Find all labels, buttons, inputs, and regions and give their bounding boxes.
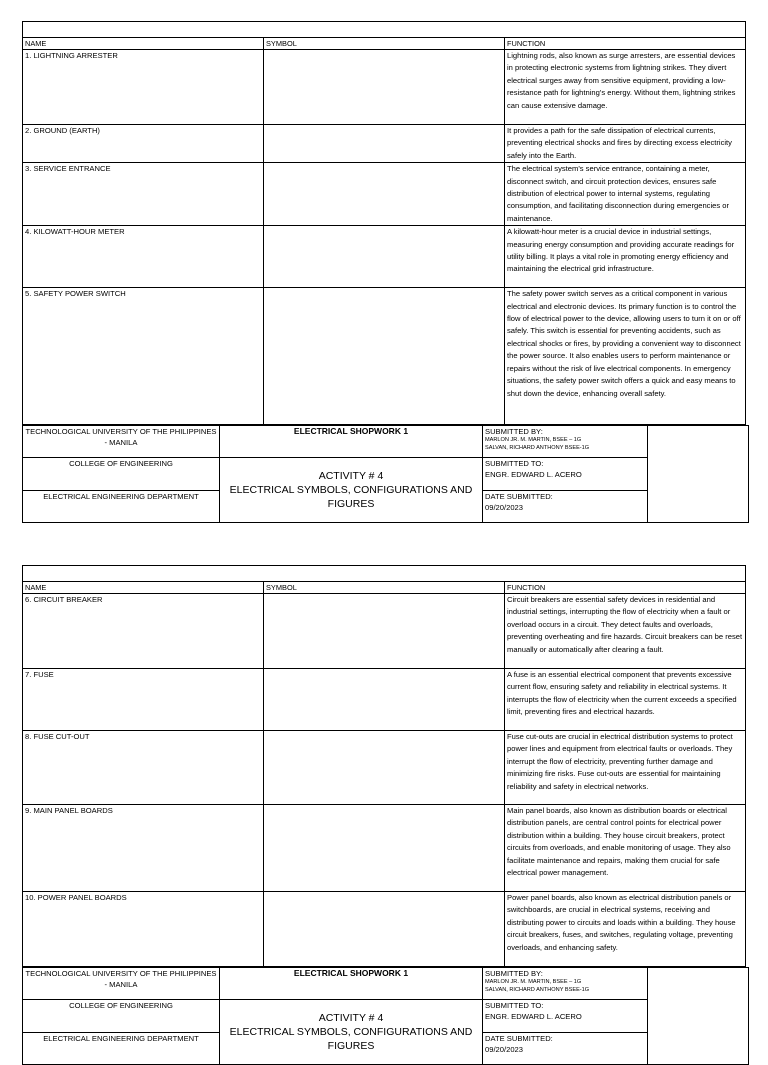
row-function: It provides a path for the safe dissipation of electrical currents, preventing electrical shocks and fires by directing excess electricity safely into the Earth. xyxy=(505,125,746,163)
department-name: ELECTRICAL ENGINEERING DEPARTMENT xyxy=(23,1033,220,1065)
header-name: NAME xyxy=(23,38,264,50)
submitted-to-cell xyxy=(483,1000,648,1033)
submitted-to-label: SUBMITTED TO: xyxy=(485,1001,544,1010)
row-function: A fuse is an essential electrical component that prevents excessive current flow, ensuring safety and reliability in electrical systems. It interrupts the flow of electricity when the current exceeds a specified limit, preventing fires and electrical hazards. xyxy=(505,669,746,731)
table-top-blank xyxy=(23,566,746,582)
submitted-by-name-1: MARLON JR. M. MARTIN, BSEE – 1G xyxy=(485,979,582,985)
row-function: Lightning rods, also known as surge arresters, are essential devices in protecting electronic systems from lightning strikes. They divert electrical surges away from sensitive equipment, providing a low-resistance path for lightning's energy. Without them, lightning strikes can cause extensive damage. xyxy=(505,50,746,125)
submitted-by-label: SUBMITTED BY: xyxy=(485,427,543,437)
submitted-by-name-2: SALVAN, RICHARD ANTHONY BSEE-1G xyxy=(485,444,590,451)
row-symbol xyxy=(264,805,505,892)
row-name: 5. SAFETY POWER SWITCH xyxy=(23,288,264,425)
row-function: The electrical system's service entrance, containing a meter, disconnect switch, and circuit protection devices, ensures safe distribution of electrical power to internal systems, regulating consumption, and facilitating disconnection during emergencies or maintenance. xyxy=(505,163,746,226)
signature-cell xyxy=(648,426,749,523)
submitted-to-name: ENGR. EDWARD L. ACERO xyxy=(485,1012,582,1021)
submitted-by-name-1: MARLON JR. M. MARTIN, BSEE – 1G xyxy=(485,437,582,444)
row-symbol xyxy=(264,50,505,125)
row-symbol xyxy=(264,669,505,731)
date-value: 09/20/2023 xyxy=(485,1045,524,1054)
activity-sheet-1 xyxy=(22,21,746,523)
row-name: 6. CIRCUIT BREAKER xyxy=(23,594,264,669)
row-function: Circuit breakers are essential safety devices in residential and industrial settings, interrupting the flow of electricity when a fault or overload occurs in a circuit. They detect faults and overloads, preventing overheating and fire hazards. Circuit breakers can be reset manually or automatically after clearing a fault. xyxy=(505,594,746,669)
college-name: COLLEGE OF ENGINEERING xyxy=(23,458,220,491)
table-top-blank xyxy=(23,22,746,38)
submitted-to-name: ENGR. EDWARD L. ACERO xyxy=(485,470,582,480)
activity-title: ELECTRICAL SYMBOLS, CONFIGURATIONS AND FIGURES xyxy=(229,1026,473,1052)
row-name: 10. POWER PANEL BOARDS xyxy=(23,892,264,967)
row-symbol xyxy=(264,226,505,288)
table-row xyxy=(23,288,746,425)
submitted-by-label: SUBMITTED BY: xyxy=(485,969,543,978)
activity-number: ACTIVITY # 4 xyxy=(318,470,384,483)
course-label: ELECTRICAL SHOPWORK 1 xyxy=(293,968,409,978)
date-cell xyxy=(483,491,648,523)
header-function: FUNCTION xyxy=(505,582,746,594)
table-row xyxy=(23,125,746,163)
submitted-by-cell xyxy=(483,968,648,1000)
row-symbol xyxy=(264,163,505,226)
activity-cell xyxy=(220,458,483,523)
table-row xyxy=(23,163,746,226)
university-name: TECHNOLOGICAL UNIVERSITY OF THE PHILIPPINES - MANILA xyxy=(23,426,220,458)
table-row xyxy=(23,594,746,669)
header-symbol: SYMBOL xyxy=(264,582,505,594)
row-symbol xyxy=(264,594,505,669)
submitted-to-cell xyxy=(483,458,648,491)
row-function: Fuse cut-outs are crucial in electrical distribution systems to protect power lines and equipment from electrical faults or overloads. They interrupt the flow of electricity, preventing further damage and minimizing fire risks. Fuse cut-outs are essential for maintaining reliability and safety in electrical networks. xyxy=(505,731,746,805)
row-name: 1. LIGHTNING ARRESTER xyxy=(23,50,264,125)
row-name: 8. FUSE CUT-OUT xyxy=(23,731,264,805)
activity-title: ELECTRICAL SYMBOLS, CONFIGURATIONS AND FIGURES xyxy=(229,484,473,511)
table-row xyxy=(23,892,746,967)
row-function: Power panel boards, also known as electrical distribution panels or switchboards, are crucial in electrical systems, receiving and distributing power to circuits and loads within a building. They house circuit breakers, fuses, and switches, regulating voltage, preventing overloads, and enhancing safety. xyxy=(505,892,746,967)
row-function: The safety power switch serves as a critical component in various electrical and electronic devices. Its primary function is to control the flow of electrical power to the device, allowing users to turn it on or off safely. This switch is essential for preventing accidents, such as electrical shocks or fires, by providing a convenient way to disconnect the power source. It also enables users to perform maintenance or repairs without the risk of live electrical components. In emergency situations, the safety power switch offers a quick and easy means to shut down the device, enhancing overall safety. xyxy=(505,288,746,425)
date-label: DATE SUBMITTED: xyxy=(485,1034,553,1043)
header-name: NAME xyxy=(23,582,264,594)
row-symbol xyxy=(264,731,505,805)
title-block xyxy=(22,967,749,1065)
college-name: COLLEGE OF ENGINEERING xyxy=(23,1000,220,1033)
course-label: ELECTRICAL SHOPWORK 1 xyxy=(293,426,409,437)
submitted-by-name-2: SALVAN, RICHARD ANTHONY BSEE-1G xyxy=(485,986,590,993)
date-label: DATE SUBMITTED: xyxy=(485,492,553,502)
submitted-to-label: SUBMITTED TO: xyxy=(485,459,544,469)
row-function: A kilowatt-hour meter is a crucial device in industrial settings, measuring energy consumption and providing accurate readings for utility billing. It plays a vital role in promoting energy efficiency and maintaining the electrical grid infrastructure. xyxy=(505,226,746,288)
signature-cell xyxy=(648,968,749,1065)
table-row xyxy=(23,805,746,892)
row-name: 4. KILOWATT-HOUR METER xyxy=(23,226,264,288)
table-row xyxy=(23,731,746,805)
row-name: 9. MAIN PANEL BOARDS xyxy=(23,805,264,892)
activity-cell xyxy=(220,1000,483,1065)
table-row xyxy=(23,226,746,288)
table-header-row xyxy=(23,582,746,594)
row-symbol xyxy=(264,125,505,163)
symbols-table xyxy=(22,21,746,425)
activity-number: ACTIVITY # 4 xyxy=(318,1012,384,1024)
title-block xyxy=(22,425,749,523)
table-header-row xyxy=(23,38,746,50)
submitted-by-cell xyxy=(483,426,648,458)
symbols-table xyxy=(22,565,746,967)
header-symbol: SYMBOL xyxy=(264,38,505,50)
row-symbol xyxy=(264,288,505,425)
course-title xyxy=(220,426,483,458)
header-function: FUNCTION xyxy=(505,38,746,50)
date-cell xyxy=(483,1033,648,1065)
activity-sheet-2 xyxy=(22,565,746,1065)
table-row xyxy=(23,50,746,125)
row-symbol xyxy=(264,892,505,967)
course-title xyxy=(220,968,483,1000)
date-value: 09/20/2023 xyxy=(485,503,524,513)
row-function: Main panel boards, also known as distribution boards or electrical distribution panels, are central control points for electrical power distribution within a building. They house circuit breakers, protect circuits from overloads, and enable monitoring of usage. They also facilitate maintenance and repairs, making them crucial for safe electrical power management. xyxy=(505,805,746,892)
row-name: 3. SERVICE ENTRANCE xyxy=(23,163,264,226)
row-name: 7. FUSE xyxy=(23,669,264,731)
table-row xyxy=(23,669,746,731)
university-name: TECHNOLOGICAL UNIVERSITY OF THE PHILIPPINES - MANILA xyxy=(23,968,220,1000)
department-name: ELECTRICAL ENGINEERING DEPARTMENT xyxy=(23,491,220,523)
row-name: 2. GROUND (EARTH) xyxy=(23,125,264,163)
